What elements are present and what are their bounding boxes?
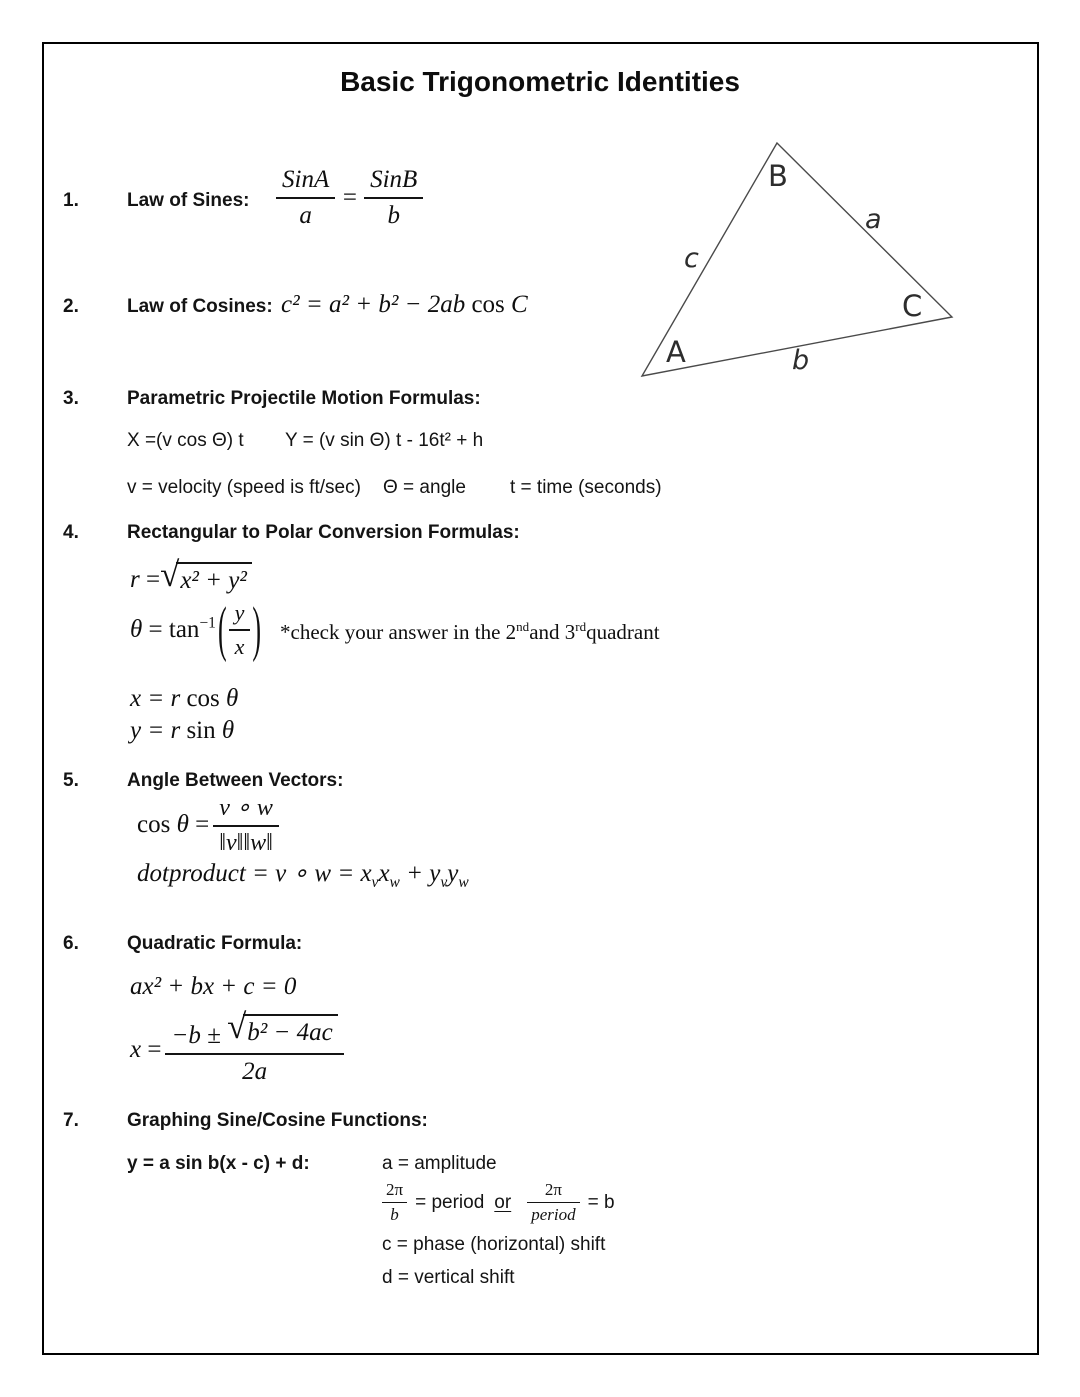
fraction-denominator: ‖v‖‖w‖ [219,830,273,856]
item-2-number: 2. [63,296,79,317]
equals-sign: = [341,184,359,211]
item-4-label: Rectangular to Polar Conversion Formulas: [127,522,520,543]
x-equals: x = [130,1036,162,1063]
radicand: b² − 4ac [243,1014,337,1047]
quadratic-fraction [165,1007,343,1086]
right-parenthesis: ) [252,594,262,663]
quadratic-formula [130,1007,344,1086]
angle-definition: Θ = angle [383,477,466,498]
r-equals: r = [130,565,161,593]
dot-product-fraction [213,793,279,857]
item-4-number: 4. [63,522,79,543]
fraction-numerator [165,1007,343,1055]
fraction-numerator: SinA [276,166,335,199]
left-parenthesis: ( [217,594,227,663]
item-2-label: Law of Cosines: [127,296,273,317]
cos-theta-equals: cos θ = [137,811,210,838]
time-definition: t = time (seconds) [510,477,662,498]
phase-shift-definition: c = phase (horizontal) shift [382,1234,606,1255]
side-label-b: b [792,345,810,376]
period-definition [382,1180,615,1225]
item-5-label: Angle Between Vectors: [127,770,344,791]
sine-fraction-a [276,166,335,230]
equals-period-text: = period [415,1191,485,1213]
item-7-number: 7. [63,1110,79,1131]
fraction-numerator: 2π [382,1180,407,1203]
side-label-a: a [865,204,882,235]
fraction-numerator: v ∘ w [213,793,279,827]
square-root [160,555,252,597]
item-3-number: 3. [63,388,79,409]
theta-conversion-formula [130,594,263,663]
fraction-numerator: SinB [364,166,423,199]
cosine-angle-formula [137,793,279,857]
fraction-denominator: period [531,1205,576,1224]
item-6-number: 6. [63,933,79,954]
radical-sign: √ [160,555,180,594]
law-of-cosines-formula: c² = a² + b² − 2ab cos C [281,291,528,318]
dot-product-formula: dotproduct = v ∘ $w = x_vx_w + y_vy_w$ [137,860,469,891]
two-pi-over-period-fraction [527,1180,579,1225]
side-label-c: c [684,243,699,274]
radicand: x² + y² [176,562,252,595]
fraction-numerator: 2π [527,1180,579,1203]
vertical-shift-definition: d = vertical shift [382,1267,515,1288]
item-3-label: Parametric Projectile Motion Formulas: [127,388,481,409]
law-of-sines-formula [276,166,423,230]
parametric-y-equation: Y = (v sin Θ) t - 16t² + h [285,430,484,451]
page-title: Basic Trigonometric Identities [340,66,740,97]
sine-fraction-b [364,166,423,230]
triangle-diagram [622,130,974,392]
fraction-denominator: b [387,202,400,229]
item-1-label: Law of Sines: [127,190,250,211]
amplitude-definition: a = amplitude [382,1153,497,1174]
quadrant-check-note: *check your answer in the 2ndand 3rdquadrant [280,619,660,644]
quadratic-equation: ax² + bx + c = 0 [130,973,297,1000]
or-text: or [494,1191,512,1213]
square-root [227,1007,338,1049]
r-conversion-formula [130,555,252,597]
radical-sign: √ [227,1007,247,1046]
y-polar-formula: y = r sin θ [130,717,235,744]
theta-equals-arctan: $\theta = \tan^{-1}$ [130,614,216,643]
item-7-label: Graphing Sine/Cosine Functions: [127,1110,428,1131]
fraction-denominator: 2a [242,1058,268,1085]
fraction-denominator: b [390,1205,399,1224]
vertex-label-b: B [768,159,788,193]
fraction-numerator: y [229,600,251,631]
fraction-denominator: x [234,634,245,659]
x-polar-formula: x = r cos θ [130,685,239,712]
equals-b-text: = b [587,1191,615,1213]
two-pi-over-b-fraction [382,1180,407,1225]
item-6-label: Quadratic Formula: [127,933,303,954]
item-1-number: 1. [63,190,79,211]
fraction-denominator: a [299,202,312,229]
minus-b-plus-minus: −b ± [171,1022,228,1049]
sine-graph-equation: y = a sin b(x - c) + d: [127,1153,310,1174]
velocity-definition: v = velocity (speed is ft/sec) [127,477,361,498]
parametric-x-equation: X =(v cos Θ) t [127,430,244,451]
item-5-number: 5. [63,770,79,791]
vertex-label-c: C [902,289,923,323]
vertex-label-a: A [666,335,686,369]
y-over-x-fraction [229,600,251,660]
